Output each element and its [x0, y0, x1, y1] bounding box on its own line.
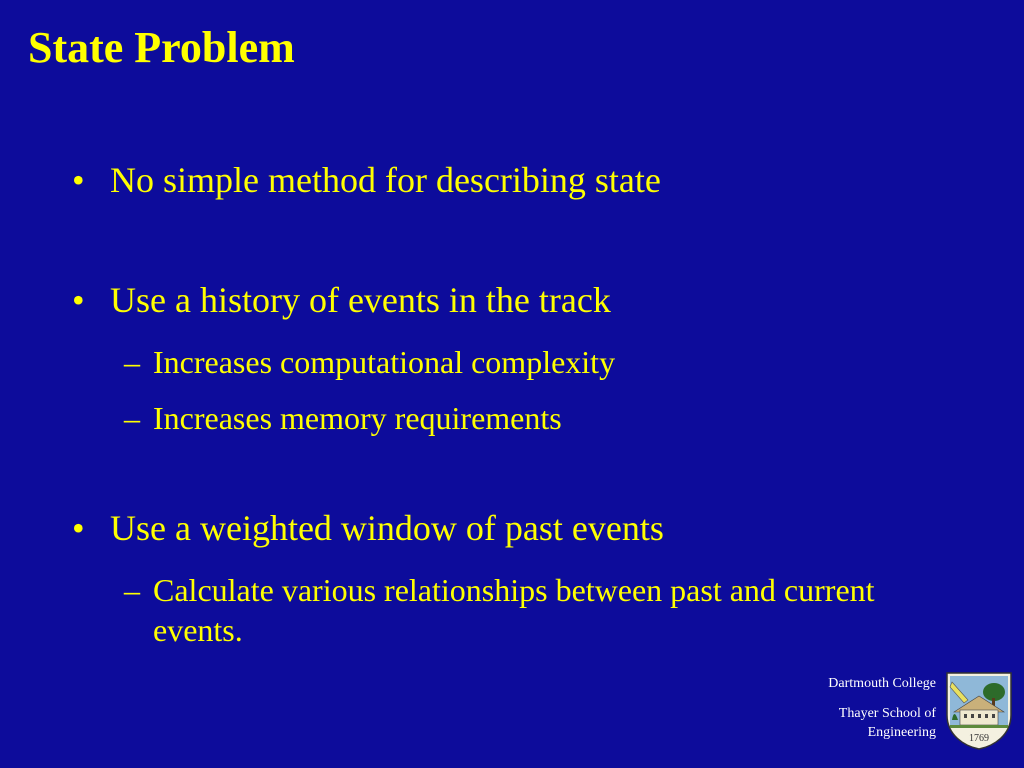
dartmouth-seal-icon — [944, 670, 1014, 750]
seal-year: 1769 — [969, 733, 989, 744]
sub-bullet-item — [124, 398, 562, 438]
footer-college: Dartmouth College — [828, 676, 936, 691]
bullet-marker: • — [72, 160, 85, 200]
bullet-item — [72, 508, 664, 548]
bullet-text: Use a history of events in the track — [110, 280, 611, 320]
bullet-item — [72, 160, 661, 200]
bullet-marker: • — [72, 280, 85, 320]
sub-bullet-text: Increases computational complexity — [153, 344, 616, 380]
bullet-marker: • — [72, 508, 85, 548]
sub-bullet-item — [124, 570, 944, 650]
footer-school-line2: Engineering — [867, 725, 936, 740]
slide-title: State Problem — [28, 23, 295, 72]
sub-bullet-marker: – — [124, 344, 140, 380]
sub-bullet-text: Increases memory requirements — [153, 400, 562, 436]
footer-school-line1: Thayer School of — [838, 706, 936, 721]
sub-bullet-item — [124, 342, 615, 382]
bullet-item — [72, 280, 611, 320]
bullet-text: No simple method for describing state — [110, 160, 661, 200]
sub-bullet-text: Calculate various relationships between past and current events. — [153, 572, 875, 648]
sub-bullet-marker: – — [124, 400, 140, 436]
bullet-text: Use a weighted window of past events — [110, 508, 664, 548]
sub-bullet-marker: – — [124, 572, 140, 608]
